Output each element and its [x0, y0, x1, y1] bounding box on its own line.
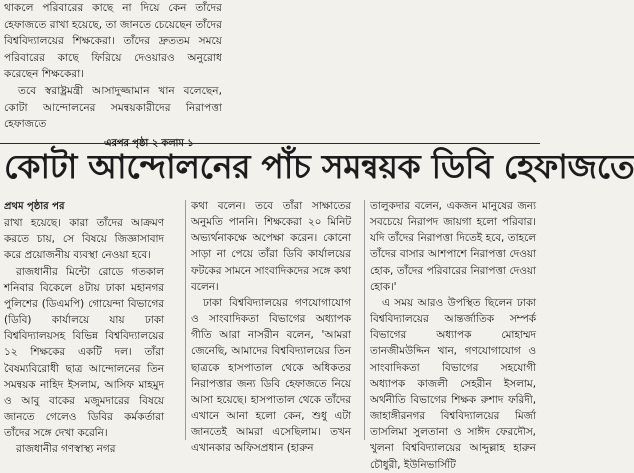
column-rule	[185, 200, 186, 440]
article-column-3	[370, 198, 536, 473]
top-paragraph-1: থাকলে পরিবারের কাছে না দিয়ে কেন তাঁদের হেফাজতে রাখা হয়েছে, তা জানতে চেয়েছেন তাঁদের বিশ্ববিদ্যালয়ের শিক্ষকেরা। তাঁদের দ্রুততম সময়ে পরিবারের কাছে ফিরিয়ে দেওয়ারও অনুরোধ করেছেন শিক্ষকেরা।	[4, 2, 222, 81]
top-paragraph-2: তবে স্বরাষ্ট্রমন্ত্রী আসাদুজ্জামান খান বলেছেন, কোটা আন্দোলনের সমন্বয়কারীদের নিরাপত্তা হেফাজতে	[4, 84, 222, 131]
headline: কোটা আন্দোলনের পাঁচ সমন্বয়ক ডিবি হেফাজতে	[0, 143, 540, 195]
column-rule	[364, 200, 365, 440]
top-article-column	[4, 0, 222, 133]
col3-paragraph-2: এ সময় আরও উপস্থিত ছিলেন ঢাকা বিশ্ববিদ্যালয়ের আন্তর্জাতিক সম্পর্ক বিভাগের অধ্যাপক মোহাম্মদ তানজীমউদ্দিন খান, গণযোগাযোগ ও সাংবাদিকতা বিভাগের সহযোগী অধ্যাপক কাজলী সেহরীন ইসলাম, অর্থনীতি বিভাগের শিক্ষক রুশাদ ফরিদী, জাহাঙ্গীরনগর বিশ্ববিদ্যালয়ের মির্জা তাসলিমা সুলতানা ও সাঈদ ফেরদৌস, খুলনা বিশ্ববিদ্যালয়ের আব্দুল্লাহ হারুন চৌধুরী, ইউনিভার্সিটি	[370, 296, 536, 471]
col1-paragraph-1: রাখা হয়েছে। কারা তাঁদের আক্রমণ করতে চায়, সে বিষয়ে জিজ্ঞাসাবাদ করে প্রয়োজনীয় ব্যবস্থা নেওয়া হবে।	[4, 217, 164, 262]
article-column-1	[4, 198, 164, 458]
col3-paragraph-1: তালুকদার বলেন, একজন মানুষের জন্য সবচেয়ে নিরাপদ জায়গা হলো পরিবার। যদি তাঁদের নিরাপত্তা দিতেই হবে, তাহলে তাঁদের বাসার আশপাশে নিরাপত্তা দেওয়া হোক, তাঁদের পরিবারের নিরাপত্তা দেওয়া হোক।'	[370, 200, 536, 293]
col1-paragraph-3: রাজধানীর গণস্বাস্থ্য নগর	[16, 443, 116, 456]
col1-paragraph-2: রাজধানীর মিন্টো রোডে গতকাল শনিবার বিকেলে ৪টায় ঢাকা মহানগর পুলিশের (ডিএমপি) গোয়েন্দা বিভাগের (ডিবি) কার্যালয়ে যায় ঢাকা বিশ্ববিদ্যালয়সহ বিভিন্ন বিশ্ববিদ্যালয়ের ১২ শিক্ষকের একটি দল। তাঁরা বৈষম্যবিরোধী ছাত্র আন্দোলনের তিন সমন্বয়ক নাহিদ ইসলাম, আসিফ মাহমুদ ও আবু বাকের মজুমদারের বিষয়ে জানতে গেলেও ডিবির কর্মকর্তারা তাঁদের সঙ্গে দেখা করেনি।	[4, 265, 164, 440]
continued-label: প্রথম পৃষ্ঠার পর	[4, 201, 65, 212]
article-column-2	[191, 198, 351, 457]
col2-paragraph-1: কথা বলেন। তবে তাঁরা সাক্ষাতের অনুমতি পাননি। শিক্ষকেরা ২০ মিনিট অভ্যর্থনাকক্ষে অপেক্ষা করেন। কোনো সাড়া না পেয়ে তাঁরা ডিবি কার্যালয়ের ফটকের সামনে সাংবাদিকদের সঙ্গে কথা বলেন।	[191, 200, 351, 293]
jump-line: এরপর পৃষ্ঠা ২ কলাম ১	[104, 138, 194, 149]
col2-paragraph-2: ঢাকা বিশ্ববিদ্যালয়ের গণযোগাযোগ ও সাংবাদিকতা বিভাগের অধ্যাপক গীতি আরা নাসরীন বলেন, 'আমরা জেনেছি, আমাদের বিশ্ববিদ্যালয়ের তিন ছাত্রকে হাসপাতাল থেকে অধিকতর নিরাপত্তার জন্য ডিবি হেফাজতে নিয়ে আসা হয়েছে। হাসপাতাল থেকে তাঁদের এখানে আনা হলো কেন, শুধু এটা জানতেই আমরা এসেছিলাম। তখন এখানকার অফিসপ্রধান (হারুন	[191, 296, 351, 455]
